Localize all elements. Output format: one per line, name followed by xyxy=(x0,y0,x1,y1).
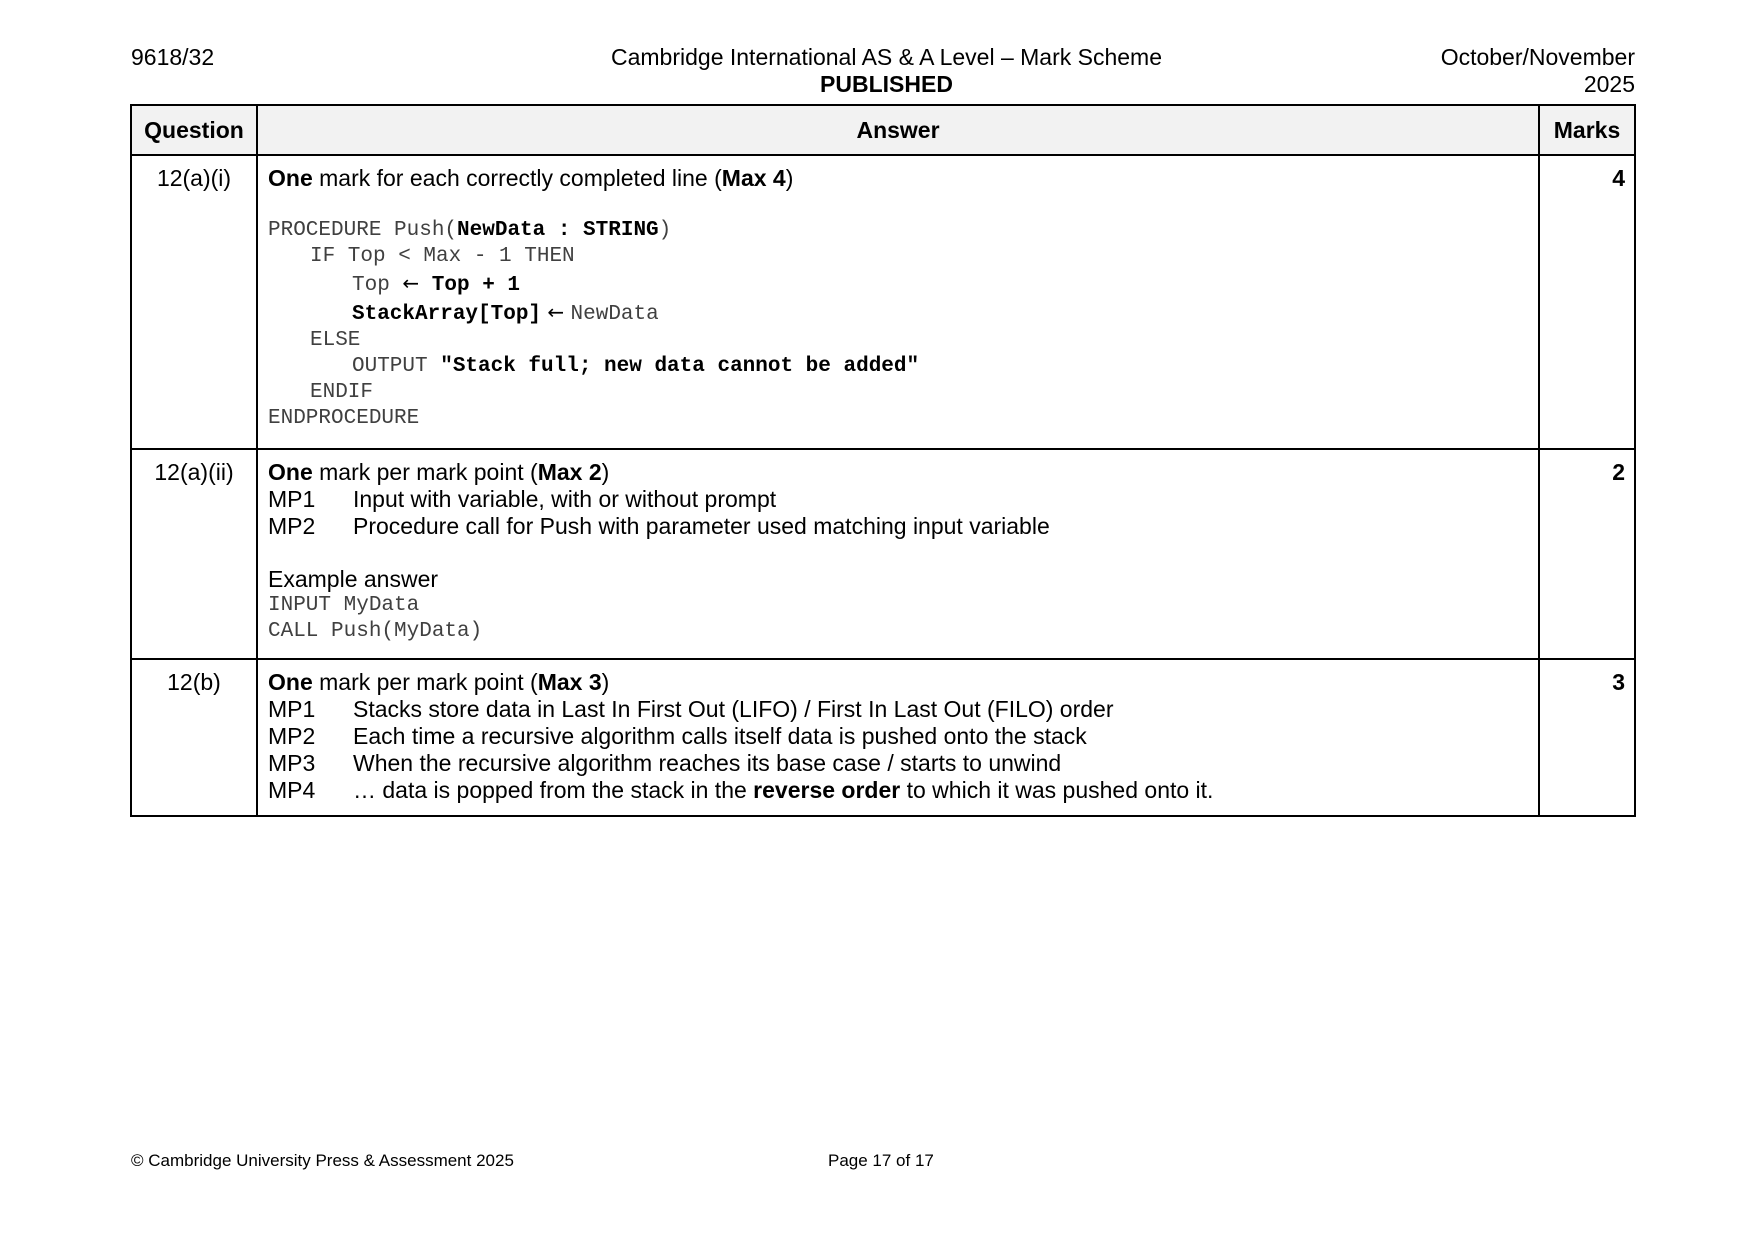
copyright-notice: © Cambridge University Press & Assessment 2025 xyxy=(131,1151,514,1170)
question-number: 12(a)(i) xyxy=(131,155,257,449)
mark-point: MP1 Stacks store data in Last In First Out (LIFO) / First In Last Out (FILO) order xyxy=(268,696,1114,722)
answer-column-header: Answer xyxy=(257,105,1539,155)
mark-point: MP1 Input with variable, with or without prompt xyxy=(268,486,777,512)
question-number: 12(a)(ii) xyxy=(131,449,257,659)
title-text: Cambridge International AS & A Level – Mark Scheme xyxy=(610,44,1163,70)
answer-cell xyxy=(257,659,1539,816)
mark-point: MP3 When the recursive algorithm reaches its base case / starts to unwind xyxy=(268,750,1062,776)
question-number: 12(b) xyxy=(131,659,257,816)
mark-point: MP2 Procedure call for Push with parameter used matching input variable xyxy=(268,513,1050,539)
table-row xyxy=(131,659,1635,816)
marks-value: 3 xyxy=(1539,659,1635,816)
answer-cell xyxy=(257,449,1539,659)
pseudocode-block: PROCEDURE Push(NewData : STRING) IF Top < Max - 1 THEN Top ← Top + 1 StackArray[Top] ← NewData ELSE OUTPUT "Stack full; new data cannot be added" ENDIF ENDPROCEDURE xyxy=(268,219,920,430)
published-label: PUBLISHED xyxy=(820,71,953,97)
example-code-block: INPUT MyData CALL Push(MyData) xyxy=(268,594,483,643)
mark-instruction: One mark per mark point (Max 3) xyxy=(268,669,610,695)
mark-instruction: One mark per mark point (Max 2) xyxy=(268,459,610,485)
paper-code: 9618/32 xyxy=(131,44,215,70)
assignment-arrow-icon: ← xyxy=(402,271,420,295)
example-answer-label: Example answer xyxy=(268,566,439,592)
question-column-header: Question xyxy=(131,105,257,155)
mark-point: MP2 Each time a recursive algorithm calls itself data is pushed onto the stack xyxy=(268,723,1087,749)
mark-scheme-table xyxy=(130,104,1636,817)
session-year: 2025 xyxy=(1583,71,1635,97)
exam-session xyxy=(1441,44,1635,98)
assignment-arrow-icon: ← xyxy=(541,300,571,324)
page-number: Page 17 of 17 xyxy=(828,1151,934,1170)
marks-column-header: Marks xyxy=(1539,105,1635,155)
table-row xyxy=(131,449,1635,659)
session-text: October/November xyxy=(1440,44,1635,70)
mark-instruction: One mark for each correctly completed line (Max 4) xyxy=(268,165,794,191)
marks-value: 2 xyxy=(1539,449,1635,659)
marks-value: 4 xyxy=(1539,155,1635,449)
answer-cell xyxy=(257,155,1539,449)
table-header-row xyxy=(131,105,1635,155)
table-row xyxy=(131,155,1635,449)
mark-point: MP4 … data is popped from the stack in the reverse order to which it was pushed onto it. xyxy=(268,777,1214,803)
